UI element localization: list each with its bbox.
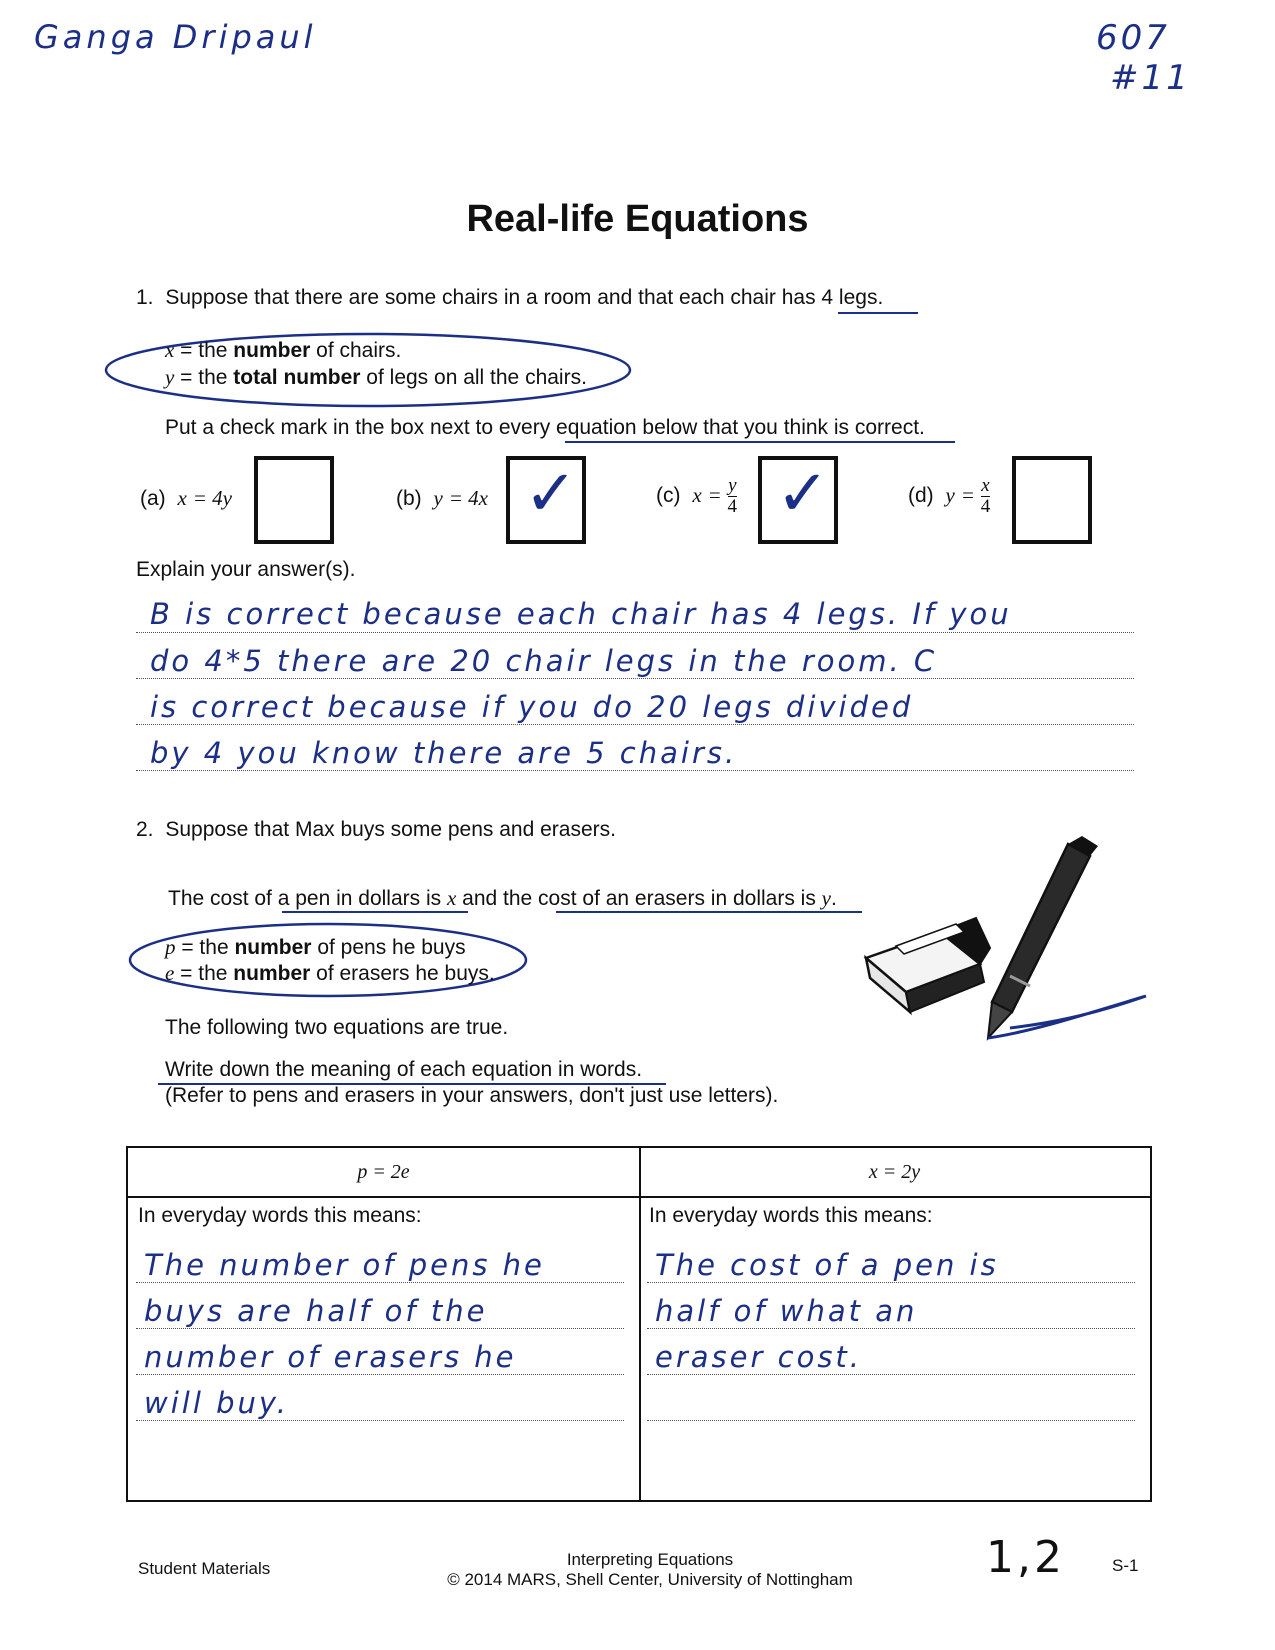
q1-def-x [165,338,401,363]
opt-d-fraction [981,476,991,517]
opt-a-lhs: x [177,486,187,510]
def-y-bold: total number [233,366,361,389]
opt-d-numerator: x [981,475,990,496]
cost-mid: and the cost of an erasers in dollars is [456,887,822,910]
answer-line-2: do 4*5 there are 20 chair legs in the room. C [150,644,938,678]
eraser-icon [866,918,990,1012]
table-subheader-right: In everyday words this means: [649,1204,933,1227]
q2-write-line: Write down the meaning of each equation in words. [165,1058,643,1081]
opt-d-denominator: 4 [980,495,991,517]
writing-line [136,1282,624,1283]
def-y-post: of legs on all the chairs. [360,366,587,389]
q2-def-p [165,935,466,960]
opt-b-letter: (b) [396,487,422,510]
answer-line-3: is correct because if you do 20 legs divided [150,690,914,724]
check-mark-icon: ✓ [524,457,578,531]
opt-c-fraction [728,476,738,517]
def-p-bold: number [234,936,312,959]
check-mark-icon: ✓ [776,457,830,531]
writing-line [136,1420,624,1421]
cost-end: . [831,887,837,910]
def-x-pre: = the [174,339,234,362]
answer-line-4: by 4 you know there are 5 chairs. [150,736,738,770]
right-answer-line-3: eraser cost. [655,1340,863,1374]
pen-icon [988,836,1146,1038]
var-y: y [165,365,175,389]
cost-pre: The cost of a pen in dollars is [168,887,447,910]
writing-line [647,1282,1135,1283]
left-answer-line-1: The number of pens he [144,1248,545,1282]
writing-line [136,678,1134,679]
opt-d-lhs: y [945,482,955,507]
def-x-post: of chairs. [310,339,402,362]
option-c-label [656,476,737,517]
q1-prompt-text: Suppose that there are some chairs in a room and that each chair has 4 legs. [165,286,884,309]
opt-d-letter: (d) [908,483,934,507]
opt-c-denominator: 4 [727,495,738,517]
right-answer-line-2: half of what an [655,1294,918,1328]
q1-number: 1. [136,286,154,309]
opt-a-letter: (a) [140,487,166,510]
underline-cost-eraser [556,911,862,913]
def-e-pre: = the [174,962,234,985]
checkbox-b[interactable] [506,456,586,544]
opt-b-rhs: = 4x [448,486,488,510]
left-answer-line-4: will buy. [144,1386,290,1420]
explain-label: Explain your answer(s). [136,558,356,581]
var-p: p [165,935,176,959]
q2-refer-line: (Refer to pens and erasers in your answers, don't just use letters). [165,1084,779,1107]
writing-line [647,1374,1135,1375]
writing-line [136,1328,624,1329]
writing-line [136,770,1134,771]
table-header-left: p = 2e [128,1148,639,1198]
footer-page-id: S-1 [1112,1556,1139,1575]
right-answer-line-1: The cost of a pen is [655,1248,999,1282]
q2-prompt [136,818,616,842]
option-d-label [908,476,990,517]
table-column-left [128,1148,641,1500]
checkbox-a[interactable] [254,456,334,544]
table-column-right [639,1148,1150,1500]
underline-cost-pen [282,911,468,913]
table-header-right: x = 2y [639,1148,1150,1198]
class-code: 607 [1096,18,1170,58]
def-p-post: of pens he buys [311,936,466,959]
writing-line [136,724,1134,725]
opt-c-letter: (c) [656,483,681,507]
option-b-label [396,486,488,511]
page-title: Real-life Equations [466,198,809,240]
q2-cost-line [168,886,837,911]
checkbox-d[interactable] [1012,456,1092,544]
answer-line-1: B is correct because each chair has 4 legs. If you [150,597,1012,631]
def-p-pre: = the [175,936,235,959]
footer-copyright: © 2014 MARS, Shell Center, University of Nottingham [447,1570,853,1589]
def-e-bold: number [233,962,311,985]
table-subheader-left: In everyday words this means: [138,1204,422,1227]
writing-line [647,1328,1135,1329]
q1-instruction: Put a check mark in the box next to every equation below that you think is correct. [165,416,925,439]
def-e-post: of erasers he buys. [310,962,495,985]
underline-instruction [565,441,955,443]
hand-circle-q2-defs [124,918,534,1002]
eraser-and-pen-illustration [860,836,1160,1056]
checkbox-c[interactable] [758,456,838,544]
def-y-pre: = the [174,366,234,389]
q1-prompt [136,286,883,310]
q1-def-y [165,365,587,390]
cost-var-x: x [446,886,457,910]
handwritten-score: 1,2 [986,1532,1065,1583]
footer-center-title: Interpreting Equations [566,1550,734,1569]
opt-a-rhs: = 4y [192,486,232,510]
q2-prompt-text: Suppose that Max buys some pens and erasers. [165,818,616,841]
opt-c-lhs: x [692,482,702,507]
q2-number: 2. [136,818,154,841]
cost-var-y: y [821,886,831,910]
writing-line [647,1420,1135,1421]
q2-def-e [165,961,495,986]
var-e: e [165,961,175,985]
opt-c-rhs: = [707,482,722,507]
equations-table [126,1146,1152,1502]
writing-line [136,632,1134,633]
option-a-label [140,486,232,511]
left-answer-line-3: number of erasers he [144,1340,517,1374]
student-name: Ganga Dripaul [34,18,317,56]
writing-line [136,1374,624,1375]
underline-4-legs [838,312,918,314]
opt-c-numerator: y [728,475,737,496]
footer-left: Student Materials [138,1559,271,1578]
left-answer-line-2: buys are half of the [144,1294,488,1328]
student-number: #11 [1110,58,1191,98]
q2-true-line: The following two equations are true. [165,1016,509,1039]
var-x: x [165,338,175,362]
def-x-bold: number [233,339,311,362]
opt-b-lhs: y [433,486,443,510]
opt-d-rhs: = [960,482,975,507]
